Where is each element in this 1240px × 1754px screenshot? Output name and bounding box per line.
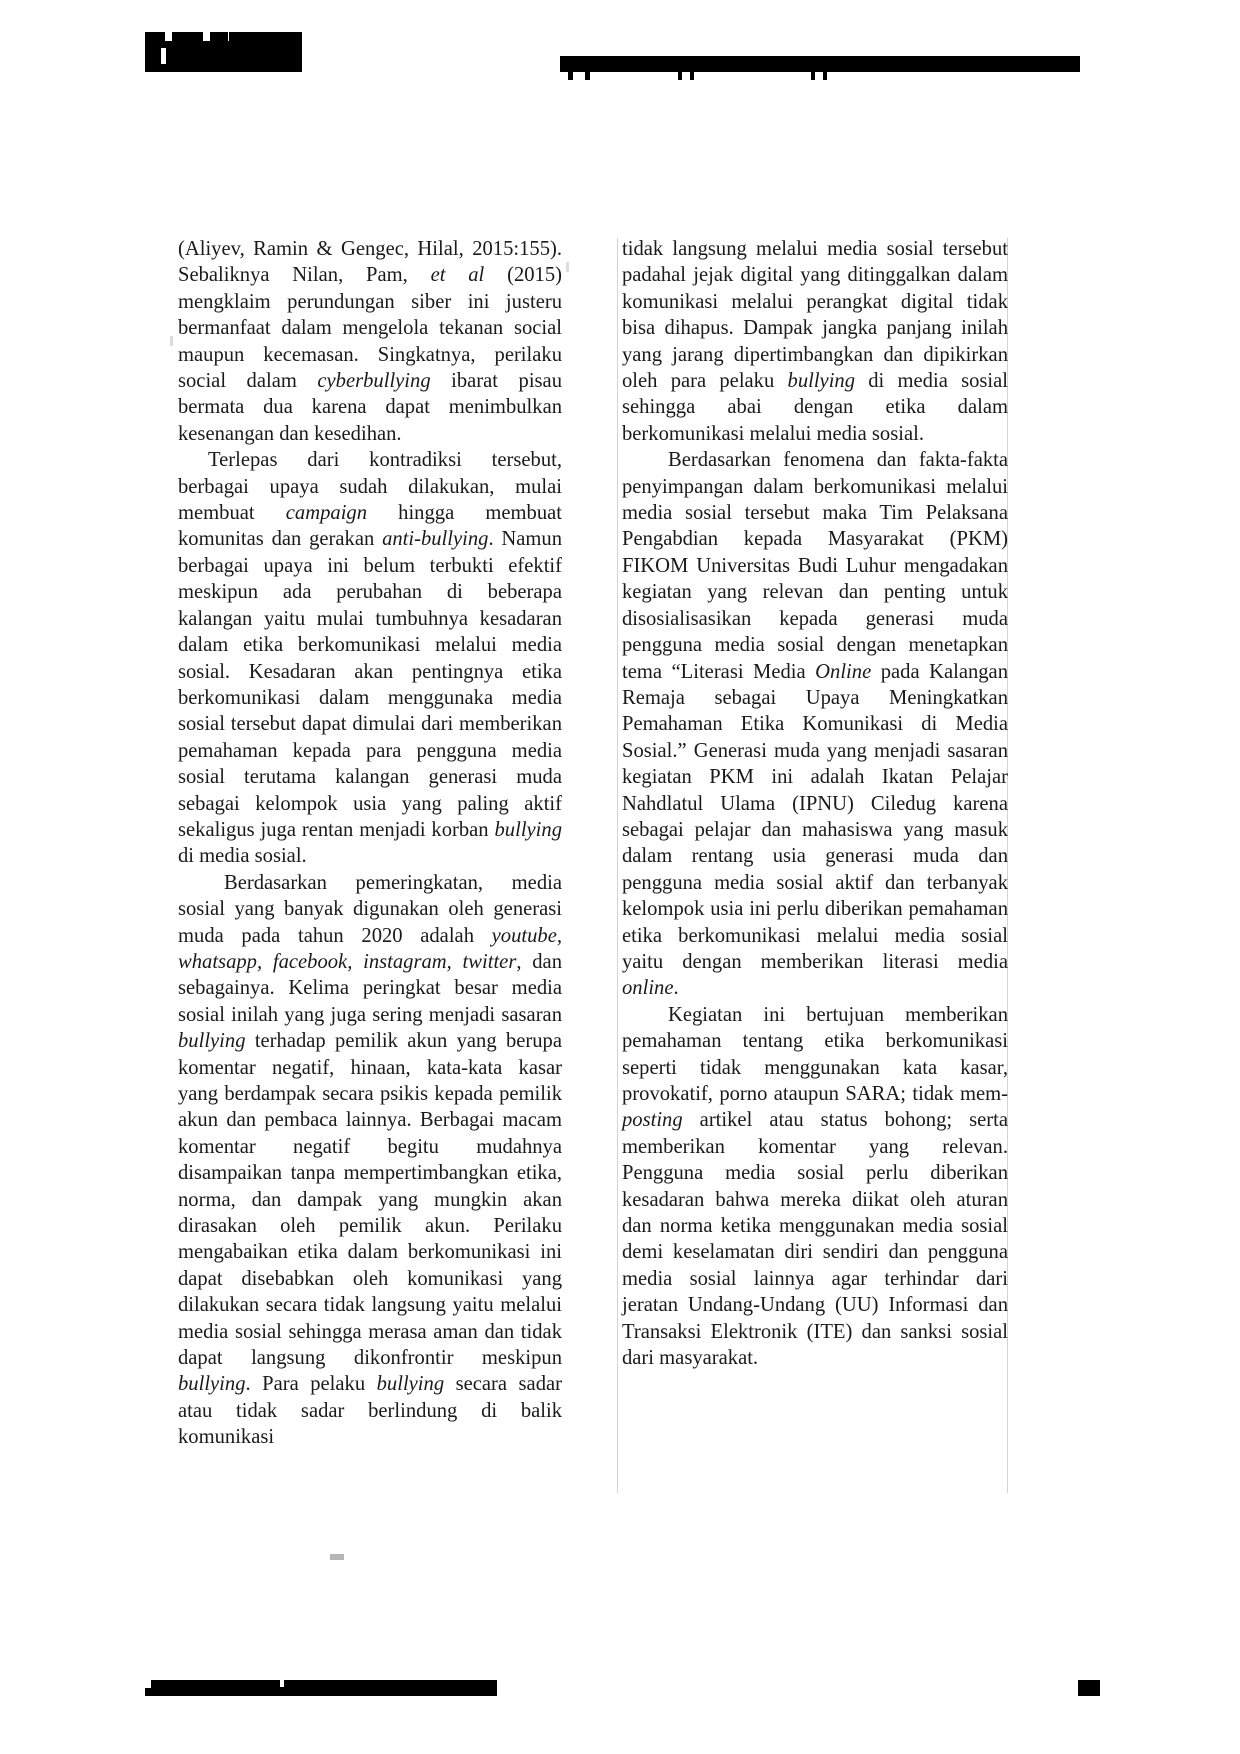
text-run: pada Kalangan Remaja sebagai Upaya Meningkatkan Pemahaman Etika Komunikasi di Media Sosial.” Generasi muda yang menjadi sasaran kegiatan PKM ini adalah Ikatan Pelajar Nahdlatul Ulama (IPNU) Ciledug karena sebagai pelajar dan mahasiswa yang masuk dalam rentang usia generasi muda dan pengguna media sosial aktif dan terbanyak kelompok usia ini perlu diberikan pemahaman etika berkomunikasi melalui media sosial yaitu dengan memberikan literasi media	[622, 660, 1008, 973]
paragraph	[622, 1002, 1008, 1372]
redaction-notch	[280, 1680, 284, 1686]
right-column	[622, 236, 1008, 1371]
text-run: Berdasarkan pemeringkatan, media sosial yang banyak digunakan oleh generasi muda pada tahun 2020 adalah	[178, 871, 562, 947]
italic-term: cyberbullying	[317, 370, 431, 393]
header-left-redaction-body	[229, 32, 302, 72]
text-run: terhadap pemilik akun yang berupa komentar negatif, hinaan, kata-kata kasar yang berdampak secara psikis kepada pemilik akun dan pembaca lainnya. Berbagai macam komentar negatif begitu mudahnya disampaikan tanpa mempertimbangkan etika, norma, dan dampak yang mungkin akan dirasakan oleh pemilik akun. Perilaku mengabaikan etika dalam berkomunikasi ini dapat disebabkan oleh komunikasi yang dilakukan secara tidak langsung yaitu melalui media sosial sehingga merasa aman dan tidak dapat langsung dikonfrontir meskipun	[178, 1030, 562, 1370]
italic-term: Online	[815, 660, 872, 683]
text-run: .	[673, 977, 679, 1000]
italic-term: bullying	[178, 1373, 246, 1396]
footer-left-redaction	[145, 1680, 497, 1696]
redaction-notch	[161, 48, 166, 64]
italic-term: et al	[430, 264, 485, 287]
italic-term: bullying	[787, 370, 856, 393]
paragraph	[622, 236, 1008, 447]
text-run: artikel atau status bohong; serta memberikan komentar yang relevan. Pengguna media sosial perlu diberikan kesadaran bahwa mereka diikat oleh aturan dan norma ketika menggunakan media sosial demi keselamatan diri sendiri dan pengguna media sosial lainnya agar terhindar dari jeratan Undang-Undang (UU) Informasi dan Transaksi Elektronik (ITE) dan sanksi sosial dari masyarakat.	[622, 1109, 1008, 1370]
text-run: secara sadar atau tidak sadar berlindung di balik komunikasi	[178, 1373, 562, 1449]
text-run: Terlepas dari kontradiksi tersebut, berbagai upaya sudah dilakukan, mulai membuat	[178, 449, 562, 525]
text-run: (Aliyev, Ramin & Gengec, Hilal, 2015:155). Sebaliknya Nilan, Pam,	[178, 238, 562, 287]
text-run: ibarat pisau bermata dua karena dapat menimbulkan kesenangan dan kesedihan.	[178, 370, 562, 445]
redaction-notch	[165, 32, 172, 41]
italic-term: anti-bullying	[382, 528, 489, 551]
italic-term: bullying	[178, 1030, 246, 1053]
text-run: di media sosial.	[178, 845, 307, 868]
footer-page-number-redaction	[1078, 1680, 1100, 1696]
scan-artifact	[170, 336, 173, 346]
text-run: , dan sebagainya. Kelima peringkat besar media sosial inilah yang juga sering menjadi sasaran	[178, 950, 562, 1026]
redaction-tick	[823, 72, 827, 80]
text-run: tidak langsung melalui media sosial tersebut padahal jejak digital yang ditinggalkan dalam komunikasi melalui perangkat digital tidak bisa dihapus. Dampak jangka panjang inilah yang jarang dipertimbangkan dan dipikirkan oleh para pelaku	[622, 238, 1008, 393]
paragraph	[178, 447, 562, 870]
italic-term: campaign	[285, 502, 368, 525]
redaction-notch	[145, 1680, 151, 1688]
redaction-tick	[690, 72, 694, 80]
text-run: . Para pelaku	[245, 1373, 377, 1396]
redaction-tick	[811, 72, 815, 80]
text-run: . Namun berbagai upaya ini belum terbukti efektif meskipun ada perubahan di beberapa kalangan yaitu mulai tumbuhnya kesadaran dalam etika berkomunikasi melalui media sosial. Kesadaran akan pentingnya etika berkomunikasi dalam menggunaka media sosial tersebut dapat dimulai dari memberikan pemahaman kepada para pengguna media sosial terutama kalangan generasi muda sebagai kelompok usia yang paling aktif sekaligus juga rentan menjadi korban	[178, 528, 563, 841]
text-run: hingga membuat komunitas dan gerakan	[178, 502, 562, 551]
redaction-tick	[585, 72, 590, 80]
text-run: di media sosial sehingga abai dengan etika dalam berkomunikasi melalui media sosial.	[622, 370, 1008, 445]
header-left-redaction	[145, 32, 229, 72]
paragraph	[178, 870, 562, 1451]
redaction-tick	[678, 72, 682, 80]
italic-term: youtube, whatsapp, facebook, instagram, twitter	[178, 924, 562, 973]
text-run: Berdasarkan fenomena dan fakta-fakta penyimpangan dalam berkomunikasi melalui media sosial tersebut maka Tim Pelaksana Pengabdian kepada Masyarakat (PKM) FIKOM Universitas Budi Luhur mengadakan kegiatan yang relevan dan penting untuk disosialisasikan kepada generasi muda pengguna media sosial dengan menetapkan tema “Literasi Media	[622, 449, 1008, 683]
scan-artifact	[566, 262, 569, 272]
italic-term: online	[622, 977, 674, 1000]
italic-term: bullying	[494, 818, 562, 841]
left-column	[178, 236, 562, 1451]
header-right-redaction	[560, 56, 1080, 72]
paragraph	[622, 447, 1008, 1002]
redaction-notch	[203, 32, 210, 41]
text-run: (2015) mengklaim perundungan siber ini justeru bermanfaat dalam mengelola tekanan social maupun kecemasan. Singkatnya, perilaku social dalam	[178, 264, 562, 393]
column-edge-line	[617, 238, 618, 1493]
redaction-tick	[568, 72, 573, 80]
scan-artifact	[330, 1554, 344, 1560]
text-run: Kegiatan ini bertujuan memberikan pemahaman tentang etika berkomunikasi seperti tidak menggunakan kata kasar, provokatif, porno ataupun SARA; tidak mem-	[622, 1003, 1008, 1105]
italic-term: posting	[622, 1109, 683, 1132]
paragraph	[178, 236, 562, 447]
italic-term: bullying	[376, 1373, 445, 1396]
